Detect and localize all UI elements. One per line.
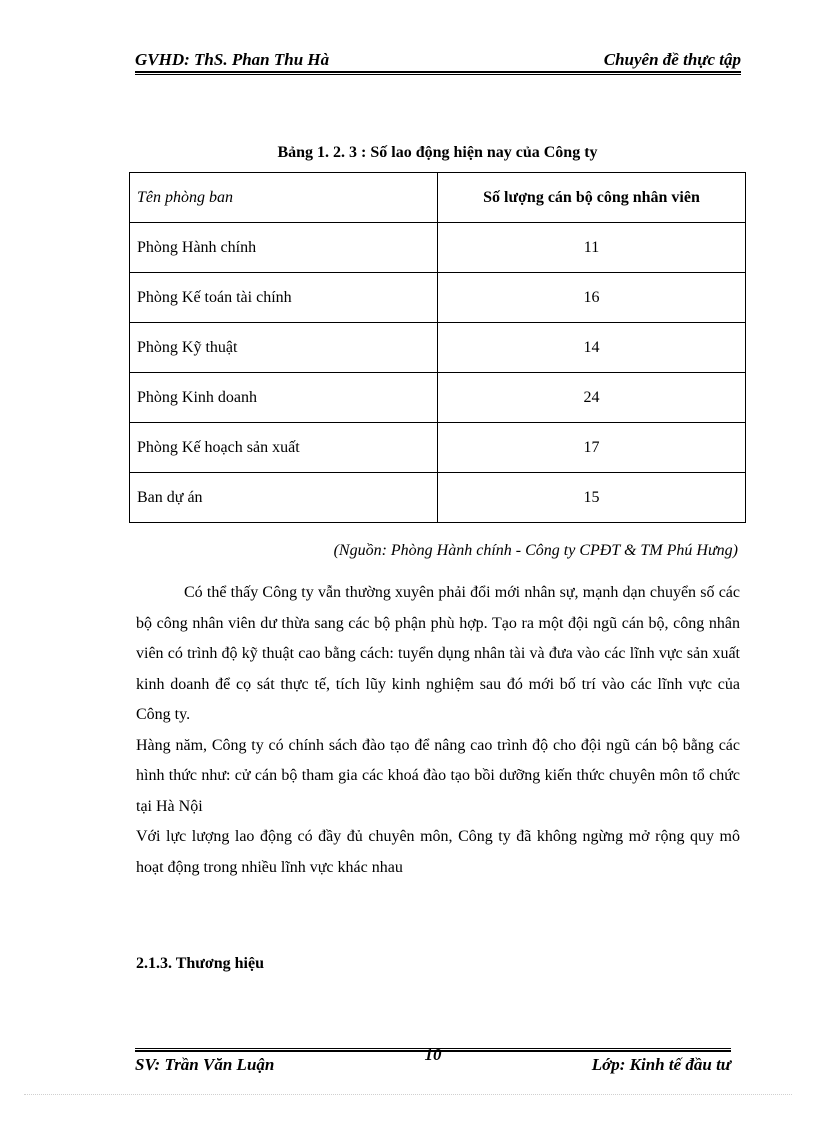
page-footer <box>135 1045 731 1075</box>
staff-count-cell: 16 <box>438 273 746 323</box>
staff-count-cell: 24 <box>438 373 746 423</box>
table-row <box>130 373 746 423</box>
header-divider <box>135 71 741 75</box>
staff-count-cell: 15 <box>438 473 746 523</box>
footer-class: Lớp: Kinh tế đầu tư <box>591 1055 731 1074</box>
paragraph: Hàng năm, Công ty có chính sách đào tạo để nâng cao trình độ cho đội ngũ cán bộ bằng các hình thức như: cử cán bộ tham gia các khoá đào tạo bồi dưỡng kiến thức chuyên môn tổ chức tại Hà Nội <box>136 736 740 815</box>
page-edge-dotted-line <box>24 1094 792 1095</box>
table-row <box>130 223 746 273</box>
page-header <box>135 48 741 74</box>
table-row <box>130 273 746 323</box>
section-heading: 2.1.3. Thương hiệu <box>136 955 264 972</box>
body-text <box>136 578 740 883</box>
column-header-staff-count: Số lượng cán bộ công nhân viên <box>438 173 746 223</box>
table-row <box>130 423 746 473</box>
table-header-row <box>130 173 746 223</box>
staff-count-cell: 17 <box>438 423 746 473</box>
table-row <box>130 473 746 523</box>
table-row <box>130 323 746 373</box>
department-cell: Phòng Kế toán tài chính <box>130 273 438 323</box>
page-number: 10 <box>424 1045 442 1064</box>
table-source-note: (Nguồn: Phòng Hành chính - Công ty CPĐT & TM Phú Hưng) <box>333 542 738 559</box>
department-cell: Phòng Kinh doanh <box>130 373 438 423</box>
department-cell: Ban dự án <box>130 473 438 523</box>
column-header-department: Tên phòng ban <box>130 173 438 223</box>
footer-student: SV: Trần Văn Luận <box>135 1055 275 1074</box>
header-supervisor: GVHD: ThS. Phan Thu Hà <box>135 50 330 69</box>
department-cell: Phòng Kỹ thuật <box>130 323 438 373</box>
table-caption: Bảng 1. 2. 3 : Số lao động hiện nay của Công ty <box>277 144 598 161</box>
staff-table <box>129 172 746 523</box>
paragraph: Với lực lượng lao động có đầy đủ chuyên môn, Công ty đã không ngừng mở rộng quy mô hoạt động trong nhiều lĩnh vực khác nhau <box>136 828 740 876</box>
header-document-type: Chuyên đề thực tập <box>603 50 741 69</box>
staff-count-cell: 11 <box>438 223 746 273</box>
paragraph: Có thể thấy Công ty vẫn thường xuyên phải đổi mới nhân sự, mạnh dạn chuyển số các bộ công nhân viên dư thừa sang các bộ phận phù hợp. Tạo ra một đội ngũ cán bộ, công nhân viên có trình độ kỹ thuật cao bằng cách: tuyển dụng nhân tài và đưa vào các lĩnh vực sản xuất kinh doanh để cọ sát thực tế, tích lũy kinh nghiệm sau đó mới bố trí vào các lĩnh vực của Công ty. <box>136 584 740 723</box>
department-cell: Phòng Hành chính <box>130 223 438 273</box>
department-cell: Phòng Kế hoạch sản xuất <box>130 423 438 473</box>
staff-count-cell: 14 <box>438 323 746 373</box>
